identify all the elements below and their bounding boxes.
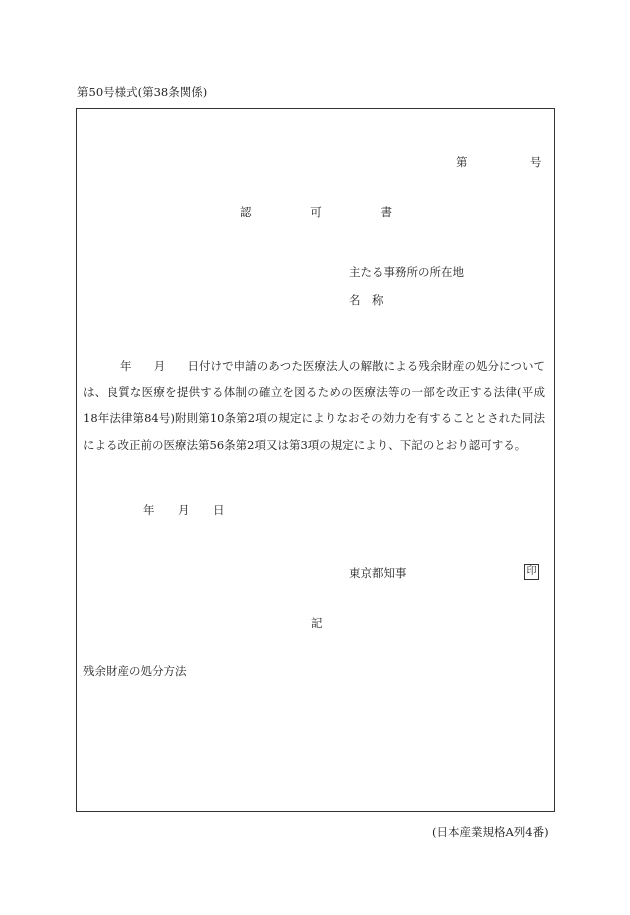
title-char: 認 <box>240 205 252 219</box>
form-title: 第50号様式(第38条関係) <box>77 85 208 99</box>
number-prefix: 第 <box>456 155 468 169</box>
number-suffix: 号 <box>530 155 542 169</box>
title-char: 書 <box>380 205 392 219</box>
issue-day: 日 <box>213 503 225 517</box>
item-label: 残余財産の処分方法 <box>83 664 187 678</box>
paper-size-note: (日本産業規格A列4番) <box>432 825 549 839</box>
address-label: 主たる事務所の所在地 <box>349 265 464 279</box>
body-month: 月 <box>153 359 166 373</box>
title-char: 可 <box>310 205 322 219</box>
note-heading: 記 <box>311 616 323 630</box>
issue-month: 月 <box>178 503 190 517</box>
body-paragraph <box>83 353 545 458</box>
issue-year: 年 <box>143 503 155 517</box>
signatory: 東京都知事 <box>349 566 407 580</box>
name-label: 名 称 <box>349 293 384 307</box>
seal-mark: 印 <box>524 564 539 580</box>
document-title <box>240 204 392 220</box>
body-text: 日付けで申請のあつた医療法人の解散による残余財産の処分については、良質な医療を提供する体制の確立を図るための医療法等の一部を改正する法律(平成18年法律第84号)附則第10条第2項の規定によりなおその効力を有することとされた同法による改正前の医療法第56条第2項又は第3項の規定により、下記のとおり認可する。 <box>83 359 545 452</box>
body-year: 年 <box>119 359 132 373</box>
